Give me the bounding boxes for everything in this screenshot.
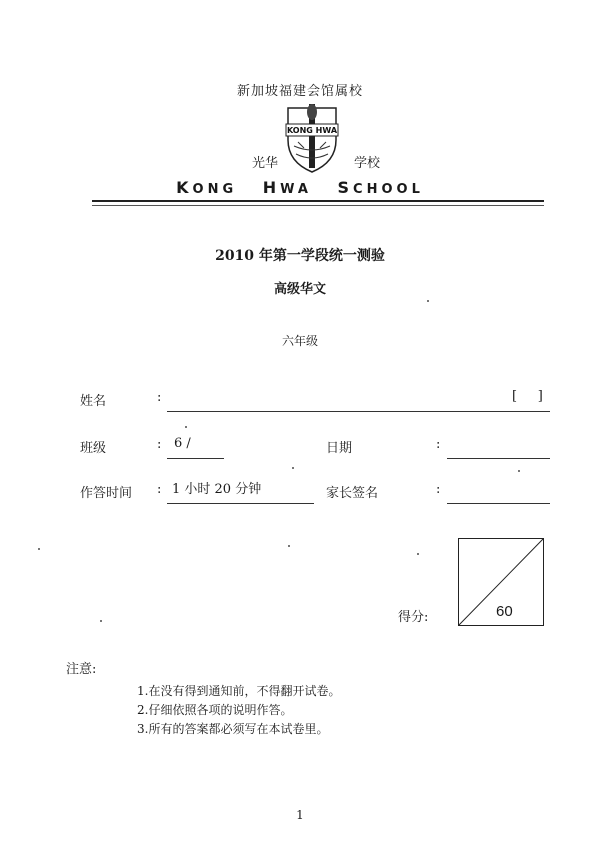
exam-grade: 六年级 bbox=[281, 334, 318, 348]
header-divider-thin bbox=[92, 205, 544, 206]
scan-speck bbox=[288, 545, 290, 547]
scan-speck bbox=[38, 548, 40, 550]
name-field-line[interactable] bbox=[167, 411, 550, 412]
school-name-en: KONG HWA SCHOOL bbox=[176, 178, 424, 197]
parent-signature-colon: : bbox=[436, 482, 441, 497]
name-label: 姓名 bbox=[80, 394, 107, 409]
duration-value: 1 小时 20 分钟 bbox=[172, 482, 262, 497]
class-colon: : bbox=[157, 437, 162, 452]
index-number-brackets: [ ] bbox=[512, 389, 543, 404]
date-field-line[interactable] bbox=[447, 458, 550, 459]
exam-title: 2010 年第一学段统一测验 bbox=[215, 248, 385, 264]
scan-speck bbox=[518, 470, 520, 472]
notice-item: 1.在没有得到通知前，不得翻开试卷。 bbox=[137, 684, 341, 698]
notice-title: 注意: bbox=[66, 662, 97, 677]
notice-item: 3.所有的答案都必须写在本试卷里。 bbox=[137, 722, 329, 736]
class-label: 班级 bbox=[80, 441, 107, 456]
scan-speck bbox=[427, 300, 429, 302]
date-colon: : bbox=[436, 437, 441, 452]
school-name-cn-left: 光华 bbox=[252, 156, 279, 171]
name-colon: : bbox=[157, 390, 162, 405]
duration-field-line bbox=[167, 503, 314, 504]
scan-speck bbox=[100, 620, 102, 622]
score-total: 60 bbox=[496, 603, 513, 620]
page-number: 1 bbox=[296, 808, 304, 822]
class-field-line[interactable] bbox=[167, 458, 224, 459]
school-name-cn-right: 学校 bbox=[354, 156, 381, 171]
scan-speck bbox=[292, 467, 294, 469]
parent-signature-label: 家长签名 bbox=[326, 486, 379, 501]
organization-name: 新加坡福建会馆属校 bbox=[236, 84, 363, 99]
school-crest-logo bbox=[280, 102, 344, 174]
class-value: 6 / bbox=[174, 436, 191, 451]
date-label: 日期 bbox=[326, 441, 353, 456]
parent-signature-field-line[interactable] bbox=[447, 503, 550, 504]
scan-speck bbox=[417, 553, 419, 555]
scan-speck bbox=[185, 426, 187, 428]
notice-item: 2.仔细依照各项的说明作答。 bbox=[137, 703, 293, 717]
duration-colon: : bbox=[157, 482, 162, 497]
svg-text:KONG HWA: KONG HWA bbox=[286, 126, 338, 135]
exam-subject: 高级华文 bbox=[273, 282, 326, 297]
duration-label: 作答时间 bbox=[80, 486, 133, 501]
header-divider-thick bbox=[92, 200, 544, 202]
score-label: 得分: bbox=[398, 610, 429, 625]
